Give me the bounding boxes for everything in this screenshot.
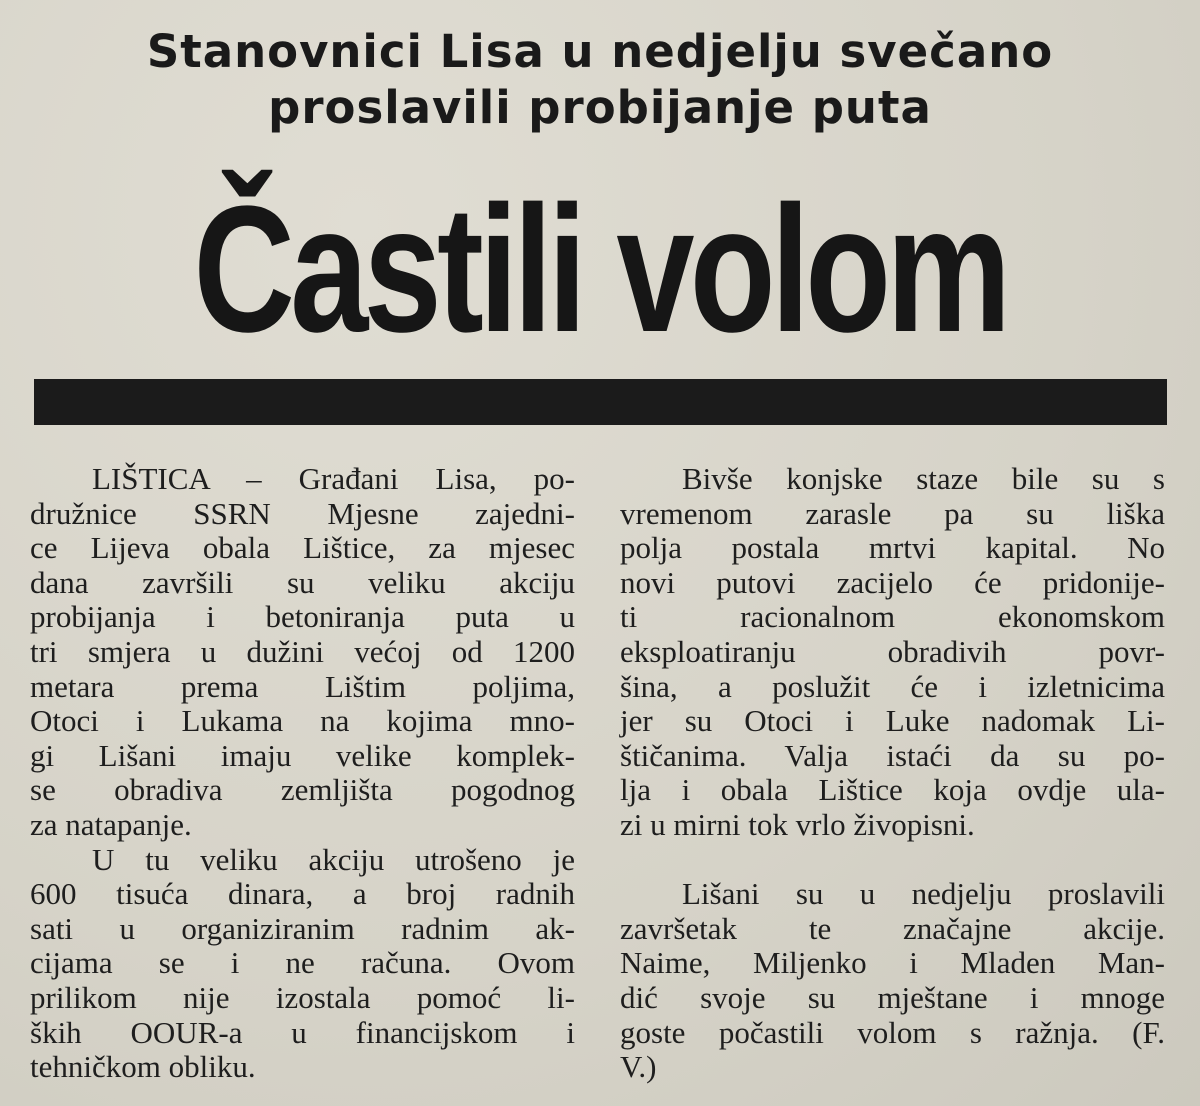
- article-headline: Častili volom: [193, 169, 1007, 370]
- text-line: tehničkom obliku.: [30, 1049, 256, 1085]
- headline-rule: [34, 379, 1167, 425]
- text-line: goste počastili volom s ražnja. (F.: [620, 1014, 1165, 1050]
- text-line: U tu veliku akciju utrošeno je: [30, 841, 575, 877]
- paragraph: [30, 843, 575, 1085]
- text-line: probijanja i betoniranja puta u: [30, 599, 575, 635]
- kicker-line-2: proslavili probijanje puta: [268, 81, 932, 134]
- text-line: novi putovi zacijelo će pridonije-: [620, 564, 1165, 600]
- text-line: završetak te značajne akcije.: [620, 910, 1165, 946]
- text-line: polja postala mrtvi kapital. No: [620, 530, 1165, 566]
- kicker-line-1: Stanovnici Lisa u nedjelju svečano: [146, 25, 1054, 78]
- right-column: [620, 462, 1165, 1085]
- text-line: štičanima. Valja istaći da su po-: [620, 737, 1165, 773]
- text-line: cijama se i ne računa. Ovom: [30, 945, 575, 981]
- text-line: Lišani su u nedjelju proslavili: [620, 876, 1165, 912]
- text-line: eksploatiranju obradivih povr-: [620, 633, 1165, 669]
- text-line: se obradiva zemljišta pogodnog: [30, 772, 575, 808]
- text-line: metara prema Lištim poljima,: [30, 668, 575, 704]
- text-line: zi u mirni tok vrlo živopisni.: [620, 806, 975, 842]
- text-line: ti racionalnom ekonomskom: [620, 599, 1165, 635]
- paragraph: [30, 462, 575, 843]
- text-line: LIŠTICA – Građani Lisa, po-: [30, 461, 575, 496]
- text-line: 600 tisuća dinara, a broj radnih: [30, 876, 575, 912]
- text-line: vremenom zarasle pa su liška: [620, 495, 1165, 531]
- text-line: lja i obala Lištice koja ovdje ula-: [620, 772, 1165, 808]
- text-line: V.): [620, 1049, 657, 1085]
- text-line: ce Lijeva obala Lištice, za mjesec: [30, 530, 575, 566]
- paragraph-gap: [620, 843, 1165, 878]
- text-line: Bivše konjske staze bile su s: [620, 461, 1165, 496]
- text-line: dana završili su veliku akciju: [30, 564, 575, 600]
- text-line: sati u organiziranim radnim ak-: [30, 910, 575, 946]
- paragraph: [620, 462, 1165, 843]
- text-line: družnice SSRN Mjesne zajedni-: [30, 495, 575, 531]
- text-line: tri smjera u dužini većoj od 1200: [30, 633, 575, 669]
- text-line: dić svoje su mještane i mnoge: [620, 979, 1165, 1015]
- text-line: za natapanje.: [30, 806, 192, 842]
- paragraph: [620, 877, 1165, 1085]
- text-line: Otoci i Lukama na kojima mno-: [30, 703, 575, 739]
- text-line: Naime, Miljenko i Mladen Man-: [620, 945, 1165, 981]
- text-line: jer su Otoci i Luke nadomak Li-: [620, 703, 1165, 739]
- text-line: ških OOUR-a u financijskom i: [30, 1014, 575, 1050]
- text-line: gi Lišani imaju velike komplek-: [30, 737, 575, 773]
- text-line: prilikom nije izostala pomoć li-: [30, 979, 575, 1015]
- left-column: [30, 462, 575, 1085]
- text-line: šina, a poslužit će i izletnicima: [620, 668, 1165, 704]
- article-kicker: [0, 24, 1200, 136]
